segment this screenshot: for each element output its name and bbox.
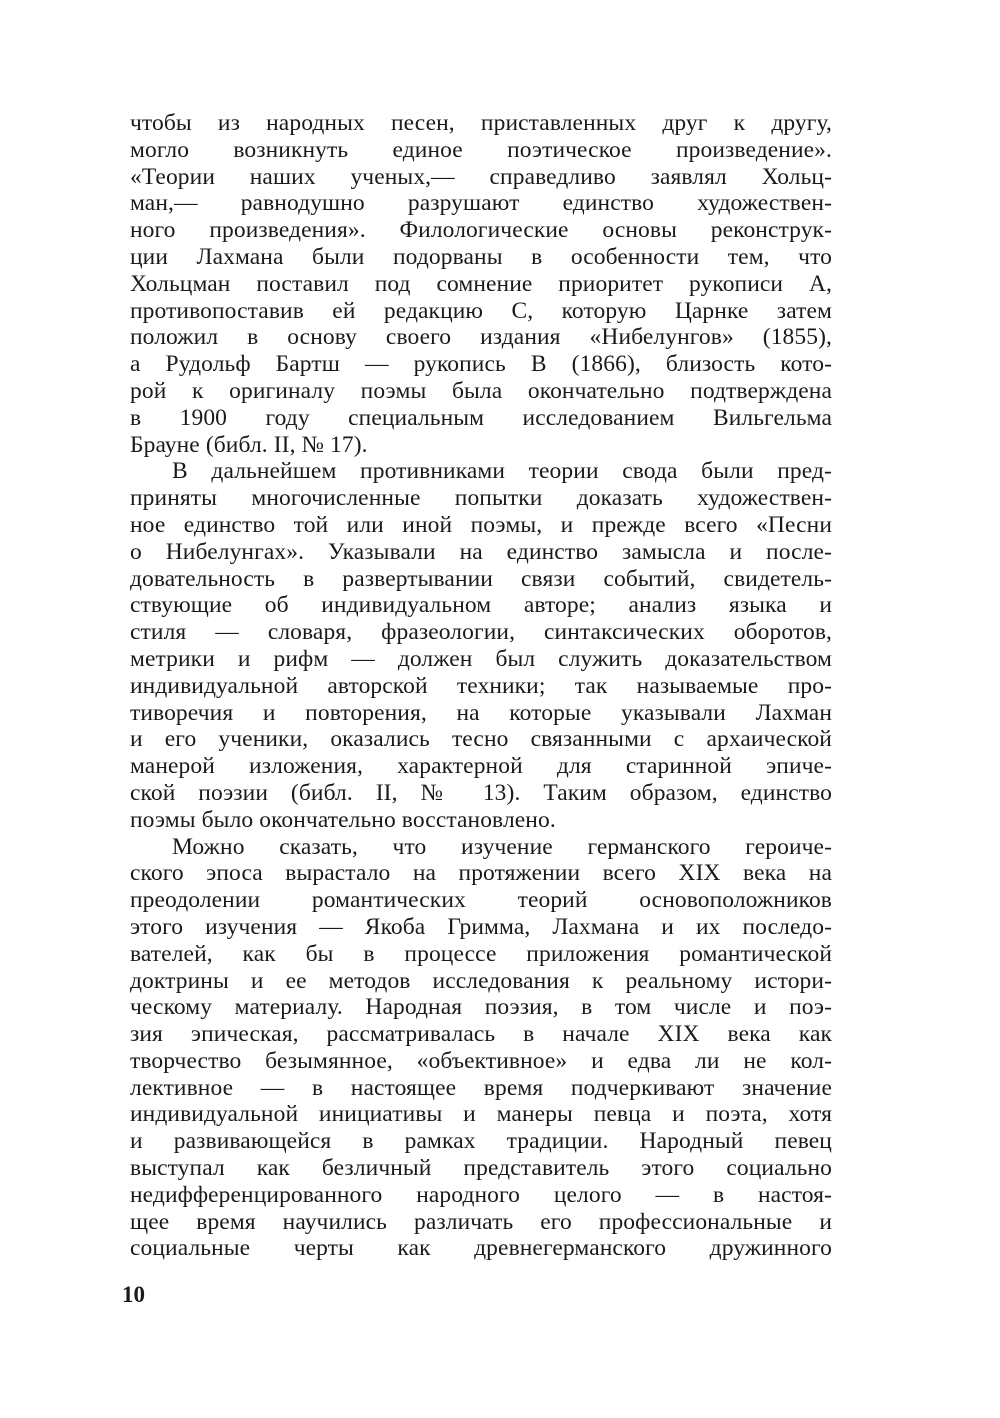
text-line: В дальнейшем противниками теории свода были пред- bbox=[172, 458, 832, 485]
page-number: 10 bbox=[122, 1282, 145, 1307]
text-line: ции Лахмана были подорваны в особенности тем, что bbox=[130, 243, 832, 270]
text-line: о Нибелунгах». Указывали на единство замысла и после- bbox=[130, 538, 832, 565]
text-line: и развивающейся в рамках традиции. Народный певец bbox=[130, 1128, 832, 1155]
text-line: творчество безымянное, «объективное» и едва ли не кол- bbox=[130, 1047, 832, 1074]
text-line: вателей, как бы в процессе приложения романтической bbox=[130, 940, 832, 967]
text-line: Можно сказать, что изучение германского героиче- bbox=[172, 833, 832, 860]
text-line: зия эпическая, рассматривалась в начале XIX века как bbox=[130, 1021, 832, 1048]
text-line: в 1900 году специальным исследованием Вильгельма bbox=[130, 404, 832, 431]
text-line: довательность в развертывании связи событий, свидетель- bbox=[130, 565, 832, 592]
text-line: «Теории наших ученых,— справедливо заявлял Хольц- bbox=[130, 163, 832, 190]
text-line: и его ученики, оказались тесно связанными с архаической bbox=[130, 726, 832, 753]
page-body-text bbox=[130, 110, 832, 1262]
text-line: щее время научились различать его профессиональные и bbox=[130, 1208, 832, 1235]
text-line: а Рудольф Бартш — рукопись В (1866), близость кото- bbox=[130, 351, 832, 378]
text-line: ман,— равнодушно разрушают единство художествен- bbox=[130, 190, 832, 217]
text-line: рой к оригиналу поэмы была окончательно подтверждена bbox=[130, 377, 832, 404]
text-line: могло возникнуть единое поэтическое произведение». bbox=[130, 136, 832, 163]
text-line: недифференцированного народного целого — в настоя- bbox=[130, 1181, 832, 1208]
text-line: манерой изложения, характерной для старинной эпиче- bbox=[130, 753, 832, 780]
text-line: Брауне (библ. II, № 17). bbox=[130, 431, 368, 458]
text-line: ского эпоса вырастало на протяжении всего XIX века на bbox=[130, 860, 832, 887]
text-line: приняты многочисленные попытки доказать художествен- bbox=[130, 485, 832, 512]
text-line: индивидуальной инициативы и манеры певца и поэта, хотя bbox=[130, 1101, 832, 1128]
text-line: ческому материалу. Народная поэзия, в том числе и поэ- bbox=[130, 994, 832, 1021]
text-line: лективное — в настоящее время подчеркивают значение bbox=[130, 1074, 832, 1101]
text-line: положил в основу своего издания «Нибелунгов» (1855), bbox=[130, 324, 832, 351]
text-line: метрики и рифм — должен был служить доказательством bbox=[130, 645, 832, 672]
text-line: тиворечия и повторения, на которые указывали Лахман bbox=[130, 699, 832, 726]
text-line: преодолении романтических теорий основоположников bbox=[130, 887, 832, 914]
text-line: поэмы было окончательно восстановлено. bbox=[130, 806, 556, 833]
text-line: индивидуальной авторской техники; так называемые про- bbox=[130, 672, 832, 699]
text-line: этого изучения — Якоба Гримма, Лахмана и их последо- bbox=[130, 913, 832, 940]
text-line: противопоставив ей редакцию С, которую Царнке затем bbox=[130, 297, 832, 324]
text-line: выступал как безличный представитель этого социально bbox=[130, 1155, 832, 1182]
text-line: стиля — словаря, фразеологии, синтаксических оборотов, bbox=[130, 619, 832, 646]
text-line: доктрины и ее методов исследования к реальному истори- bbox=[130, 967, 832, 994]
text-line: ствующие об индивидуальном авторе; анализ языка и bbox=[130, 592, 832, 619]
text-line: социальные черты как древнегерманского дружинного bbox=[130, 1235, 832, 1262]
text-line: Хольцман поставил под сомнение приоритет рукописи А, bbox=[130, 270, 832, 297]
text-line: чтобы из народных песен, приставленных друг к другу, bbox=[130, 110, 832, 136]
text-line: ное единство той или иной поэмы, и прежде всего «Песни bbox=[130, 511, 832, 538]
text-line: ного произведения». Филологические основы реконструк- bbox=[130, 217, 832, 244]
text-line: ской поэзии (библ. II, № 13). Таким образом, единство bbox=[130, 779, 832, 806]
